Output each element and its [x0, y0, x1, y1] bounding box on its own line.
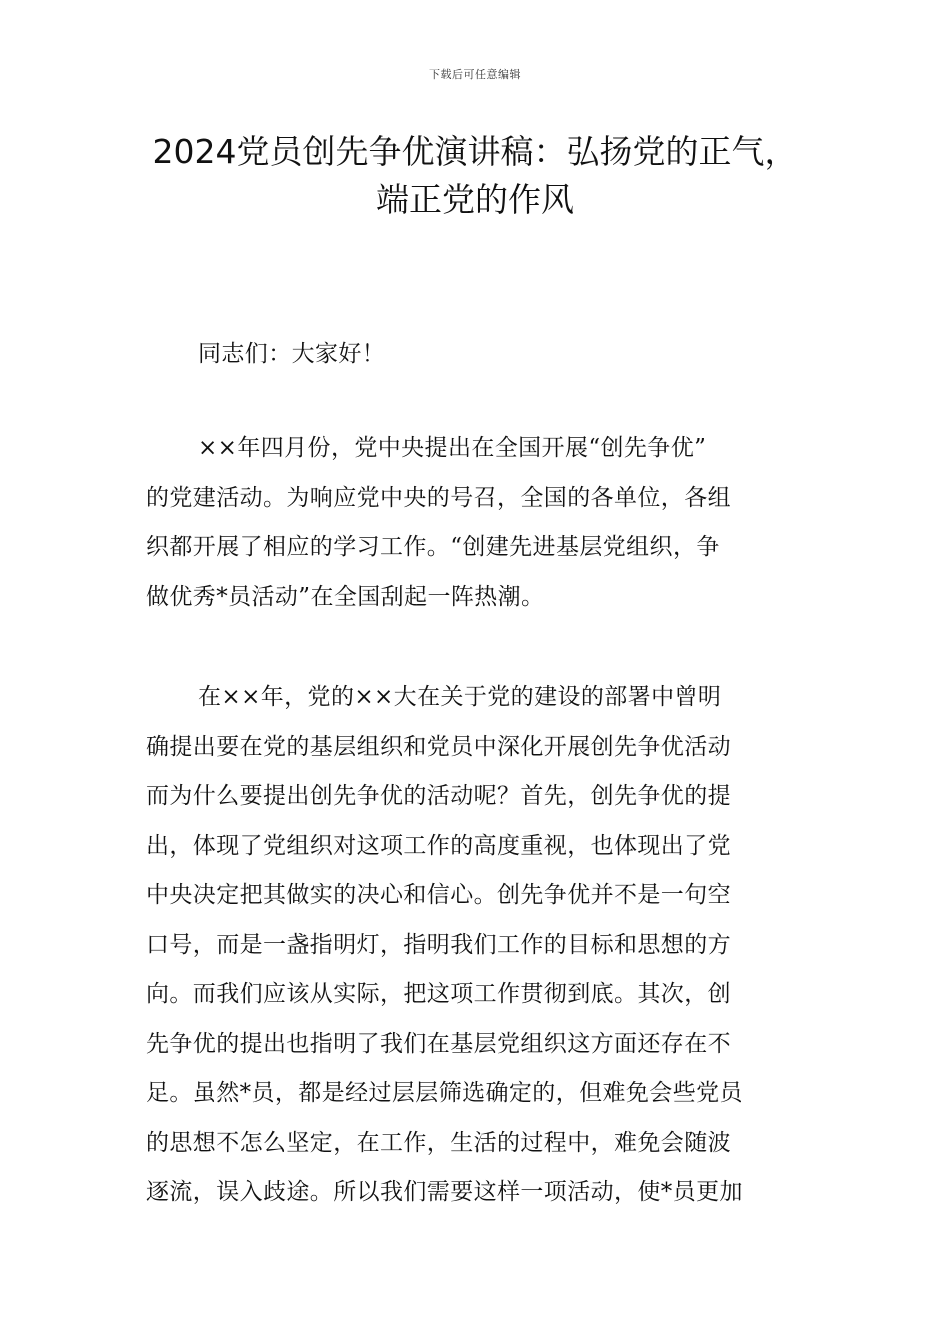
title-line-1: 2024党员创先争优演讲稿：弘扬党的正气，: [152, 132, 798, 171]
paragraph-line: 做优秀*员活动”在全国刮起一阵热潮。: [146, 583, 545, 610]
paragraph-line: 逐流，误入歧途。所以我们需要这样一项活动，使*员更加: [146, 1179, 743, 1205]
greeting-text: 同志们：大家好！: [198, 341, 386, 367]
paragraph-line: 先争优的提出也指明了我们在基层党组织这方面还存在不: [146, 1030, 731, 1057]
paragraph-line: 出，体现了党组织对这项工作的高度重视，也体现出了党: [146, 832, 731, 859]
paragraph-line: 口号，而是一盏指明灯，指明我们工作的目标和思想的方: [146, 931, 731, 958]
paragraph-line: 的党建活动。为响应党中央的号召，全国的各单位，各组: [146, 484, 731, 511]
paragraph-line: 织都开展了相应的学习工作。“创建先进基层党组织，争: [146, 534, 720, 560]
paragraph-line: 向。而我们应该从实际，把这项工作贯彻到底。其次，创: [146, 981, 731, 1007]
paragraph-line: 而为什么要提出创先争优的活动呢？首先，创先争优的提: [146, 783, 731, 809]
paragraph-line: 确提出要在党的基层组织和党员中深化开展创先争优活动: [146, 733, 731, 760]
paragraph-1: [146, 424, 808, 622]
paragraph-2: [146, 673, 808, 1218]
paragraph-line: 的思想不怎么坚定，在工作，生活的过程中，难免会随波: [146, 1129, 731, 1156]
greeting: [146, 330, 808, 380]
paragraph-line: 中央决定把其做实的决心和信心。创先争优并不是一句空: [146, 882, 731, 908]
paragraph-line: ××年四月份，党中央提出在全国开展“创先争优”: [198, 435, 707, 461]
page-title: [100, 128, 850, 224]
paragraph-line: 在××年，党的××大在关于党的建设的部署中曾明: [198, 684, 722, 710]
paragraph-line: 足。虽然*员，都是经过层层筛选确定的，但难免会些党员: [146, 1080, 743, 1106]
header-note: 下载后可任意编辑: [429, 68, 521, 81]
title-line-2: 端正党的作风: [376, 180, 574, 219]
